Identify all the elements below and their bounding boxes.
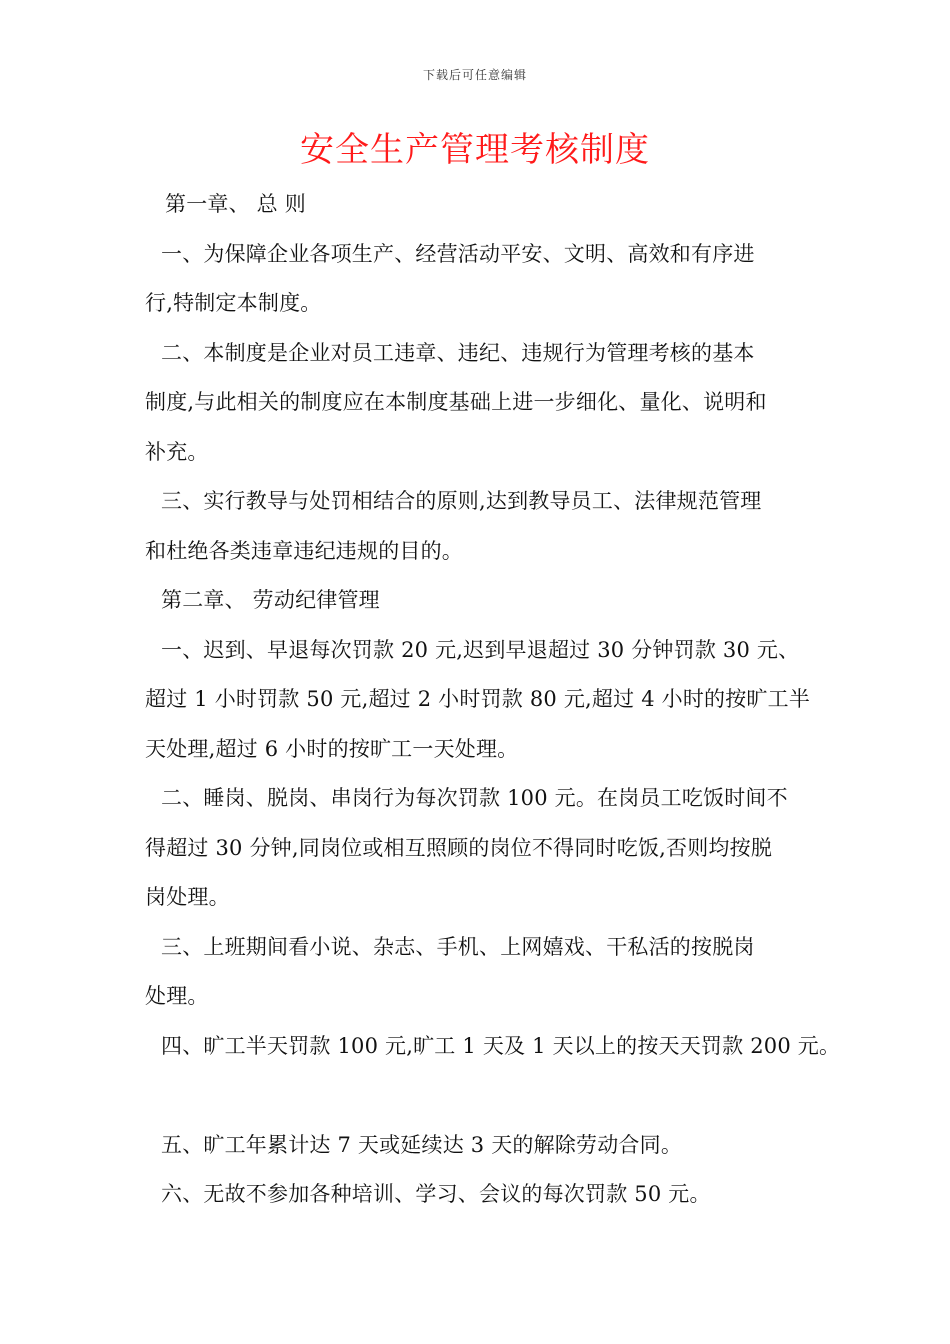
paragraph-line: 一、为保障企业各项生产、经营活动平安、文明、高效和有序进 <box>161 241 755 266</box>
paragraph-line: 和杜绝各类违章违纪违规的目的。 <box>145 538 463 563</box>
chapter-heading: 第二章、 劳动纪律管理 <box>161 588 380 612</box>
paragraph-line: 天处理,超过 6 小时的按旷工一天处理。 <box>145 736 519 761</box>
paragraph-line: 三、实行教导与处罚相结合的原则,达到教导员工、法律规范管理 <box>161 489 762 513</box>
paragraph-line: 得超过 30 分钟,同岗位或相互照顾的岗位不得同时吃饭,否则均按脱 <box>145 835 773 860</box>
paragraph-line: 制度,与此相关的制度应在本制度基础上进一步细化、量化、说明和 <box>145 390 767 414</box>
paragraph-line: 六、无故不参加各种培训、学习、会议的每次罚款 50 元。 <box>161 1182 711 1206</box>
chapter-heading: 第一章、 总 则 <box>165 192 306 216</box>
paragraph-line: 二、睡岗、脱岗、串岗行为每次罚款 100 元。在岗员工吃饭时间不 <box>161 786 788 810</box>
paragraph-line: 超过 1 小时罚款 50 元,超过 2 小时罚款 80 元,超过 4 小时的按旷工半 <box>145 687 811 711</box>
paragraph-line: 三、上班期间看小说、杂志、手机、上网嬉戏、干私活的按脱岗 <box>161 934 755 959</box>
paragraph-line: 四、旷工半天罚款 100 元,旷工 1 天及 1 天以上的按天天罚款 200 元。 <box>161 1033 841 1058</box>
paragraph-line: 一、迟到、早退每次罚款 20 元,迟到早退超过 30 分钟罚款 30 元、 <box>161 637 800 662</box>
paragraph-line: 岗处理。 <box>145 885 230 909</box>
document-body <box>145 180 841 1220</box>
blank-line <box>145 1071 825 1121</box>
paragraph-line: 五、旷工年累计达 7 天或延续达 3 天的解除劳动合同。 <box>161 1132 683 1157</box>
header-note: 下载后可任意编辑 <box>422 68 527 82</box>
paragraph-line: 行,特制定本制度。 <box>145 291 322 315</box>
paragraph-line: 处理。 <box>145 984 209 1008</box>
document-title: 安全生产管理考核制度 <box>300 130 650 170</box>
paragraph-line: 补充。 <box>145 439 209 464</box>
paragraph-line: 二、本制度是企业对员工违章、违纪、违规行为管理考核的基本 <box>161 340 755 365</box>
